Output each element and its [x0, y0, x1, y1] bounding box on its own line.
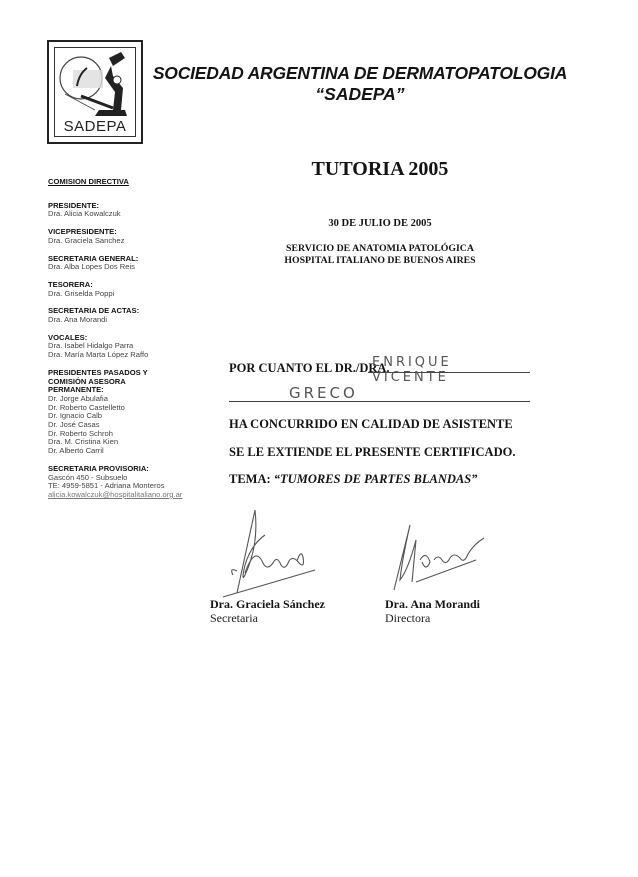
- signature-sanchez-icon: [215, 505, 325, 600]
- certificate-title: TUTORIA 2005: [311, 158, 449, 180]
- service-line: SERVICIO DE ANATOMIA PATOLÓGICA: [286, 243, 474, 254]
- microscope-icon: [55, 48, 137, 124]
- sadepa-logo: [47, 40, 143, 144]
- member-name: Dra. Isabel Hidalgo Parra: [48, 341, 134, 351]
- topic-value: “TUMORES DE PARTES BLANDAS”: [273, 472, 478, 486]
- topic-label: TEMA:: [229, 472, 271, 486]
- phone-line: TE: 4959-5851 - Adriana Monteros: [48, 481, 165, 491]
- member-name: Dra. María Marta López Raffo: [48, 350, 149, 360]
- role-label: TESORERA:: [48, 279, 93, 289]
- board-group-minutes-secretary: [48, 307, 228, 324]
- role-label: COMISIÓN ASESORA: [48, 376, 126, 386]
- logo-text: SADEPA: [63, 118, 127, 135]
- board-group-general-secretary: [48, 255, 228, 272]
- board-heading: COMISION DIRECTIVA: [48, 177, 129, 186]
- topic-line: [229, 472, 477, 487]
- por-cuanto-label: POR CUANTO EL DR./DRA.: [229, 361, 390, 375]
- society-title: SOCIEDAD ARGENTINA DE DERMATOPATOLOGIA: [152, 63, 568, 83]
- board-sidebar: [48, 178, 228, 509]
- role-label: SECRETARIA DE ACTAS:: [48, 306, 140, 316]
- board-group-provisional-secretary: [48, 465, 228, 500]
- role-label: VICEPRESIDENTE:: [48, 227, 117, 237]
- board-group-treasurer: [48, 281, 228, 298]
- member-name: Dr. Roberto Schroh: [48, 428, 113, 438]
- member-name: Dra. Graciela Sanchez: [48, 235, 125, 245]
- signer-name: Dra. Graciela Sánchez: [210, 597, 325, 611]
- role-label: VOCALES:: [48, 332, 88, 342]
- service-block: [230, 243, 530, 267]
- member-name: Dr. Ignacio Calb: [48, 411, 103, 421]
- attendance-statement: HA CONCURRIDO EN CALIDAD DE ASISTENTE: [229, 417, 513, 431]
- role-label: PRESIDENTE:: [48, 200, 100, 210]
- signer-role: Secretaria: [210, 611, 258, 625]
- recipient-name-field-2: [229, 383, 530, 402]
- address-line: Gascón 450 - Subsuelo: [48, 472, 128, 482]
- member-name: Dr. Jorge Abulafia: [48, 393, 108, 403]
- role-label: PRESIDENTES PASADOS Y: [48, 367, 148, 377]
- logo-frame: [54, 47, 136, 137]
- member-name: Dra. Ana Morandi: [48, 315, 108, 325]
- member-name: Dra. M. Cristina Kien: [48, 437, 119, 447]
- board-group-president: [48, 202, 228, 219]
- role-label: SECRETARIA PROVISORIA:: [48, 463, 149, 473]
- member-name: Dra. Griselda Poppi: [48, 288, 115, 298]
- certificate-statement: SE LE EXTIENDE EL PRESENTE CERTIFICADO.: [229, 445, 516, 459]
- signer-name: Dra. Ana Morandi: [385, 597, 481, 611]
- member-name: Dr. Roberto Castelletto: [48, 402, 125, 412]
- certificate-date: 30 DE JULIO DE 2005: [328, 218, 432, 229]
- recipient-name-field-1: [368, 355, 530, 385]
- handwritten-last-name: GRECO: [289, 384, 358, 402]
- role-label: SECRETARIA GENERAL:: [48, 253, 139, 263]
- member-name: Dra. Alba Lopes Dos Reis: [48, 262, 135, 272]
- signer-role: Directora: [385, 611, 431, 625]
- society-subtitle: “SADEPA”: [315, 84, 405, 104]
- handwritten-first-name: ENRIQUE VICENTE: [372, 355, 452, 385]
- signature-morandi-icon: [380, 520, 490, 600]
- board-group-past-presidents: [48, 369, 228, 456]
- board-group-vocales: [48, 334, 228, 360]
- hospital-line: HOSPITAL ITALIANO DE BUENOS AIRES: [284, 255, 476, 266]
- role-label: PERMANENTE:: [48, 385, 104, 395]
- member-name: Dra. Alicia Kowalczuk: [48, 209, 121, 219]
- board-group-vicepresident: [48, 228, 228, 245]
- email-link[interactable]: alicia.kowalczuk@hospitalitaliano.org.ar: [48, 489, 183, 499]
- member-name: Dr. José Casas: [48, 420, 100, 430]
- member-name: Dr. Alberto Carril: [48, 446, 104, 456]
